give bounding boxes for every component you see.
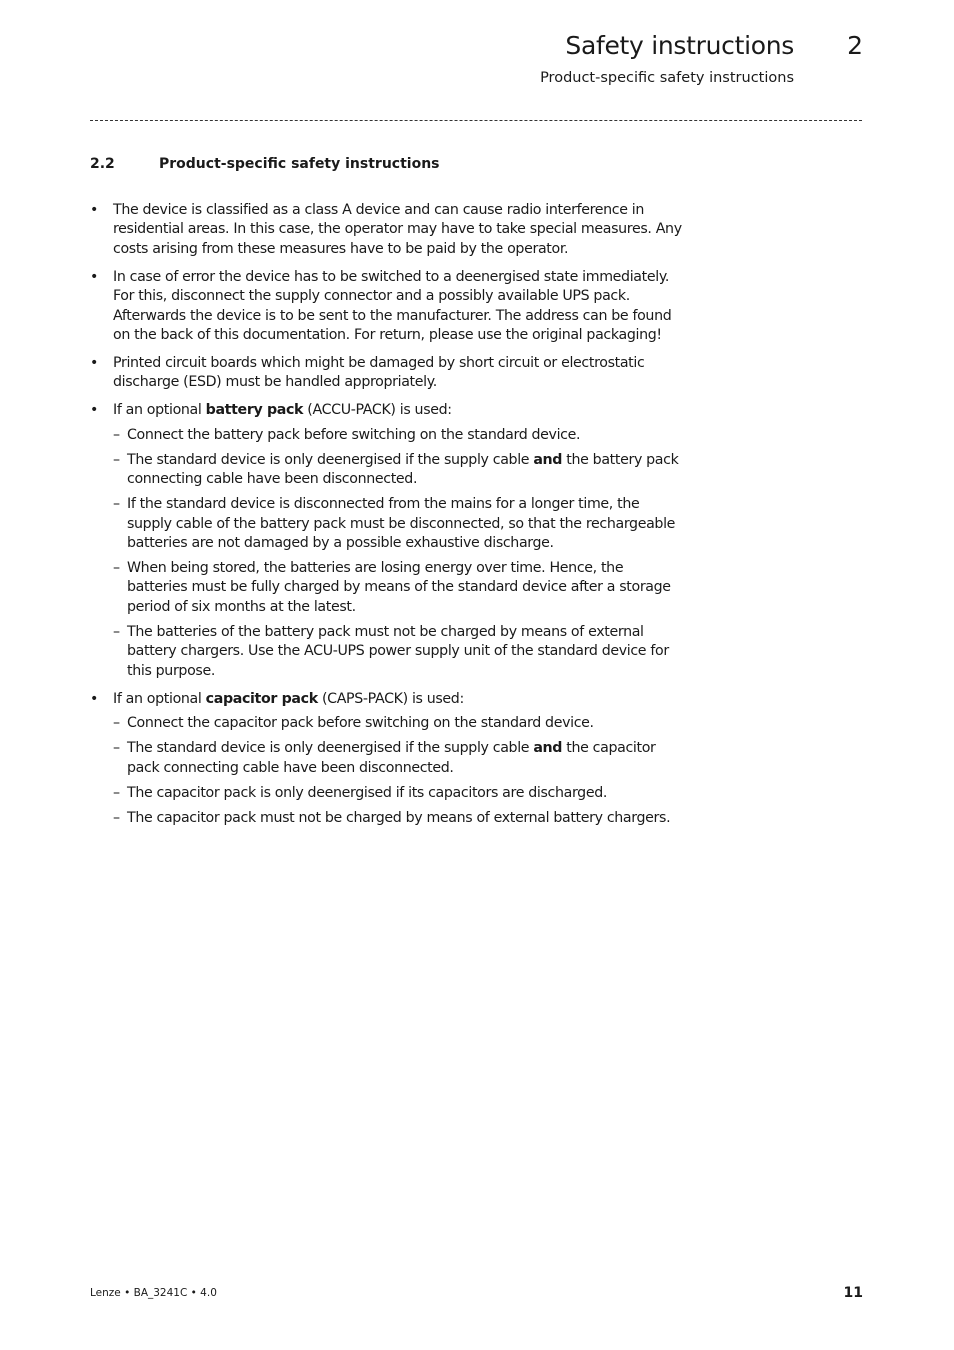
sub-list-item: – The batteries of the battery pack must not be charged by means of external battery chargers. Use the ACU-UPS power supply unit of the standard device for this purpose. bbox=[113, 623, 669, 679]
page-header-title: Safety instructions bbox=[565, 31, 794, 60]
sub-list-item: – The standard device is only deenergised if the supply cable and the capacitor pack connecting cable have been disconnected. bbox=[113, 740, 656, 776]
section-content bbox=[90, 201, 682, 837]
section-number: 2.2 bbox=[90, 156, 115, 172]
list-item bbox=[90, 201, 682, 259]
emphasis: and bbox=[533, 451, 563, 468]
list-item-text: Printed circuit boards which might be damaged by short circuit or electrostatic discharge (ESD) must be handled appropriately. bbox=[113, 355, 645, 391]
list-item bbox=[90, 354, 682, 393]
page-header-subtitle: Product-specific safety instructions bbox=[540, 70, 794, 86]
list-item-capacitor-pack bbox=[90, 690, 682, 828]
list-item-text: If an optional capacitor pack (CAPS-PACK) is used: bbox=[113, 690, 464, 707]
dash-icon: – bbox=[113, 426, 120, 443]
dash-icon: – bbox=[113, 560, 120, 577]
list-item bbox=[90, 268, 682, 346]
bullet-icon: • bbox=[90, 202, 99, 218]
page-number: 11 bbox=[843, 1285, 863, 1301]
list-item-text: If an optional battery pack (ACCU-PACK) is used: bbox=[113, 402, 452, 419]
dash-icon: – bbox=[113, 451, 120, 468]
sub-list-item: – The capacitor pack is only deenergised if its capacitors are discharged. bbox=[113, 784, 682, 803]
emphasis: capacitor pack bbox=[205, 690, 318, 707]
dash-icon: – bbox=[113, 784, 120, 801]
list-item-text: In case of error the device has to be switched to a deenergised state immediately. For this, disconnect the supply connector and a possibly available UPS pack. Afterwards the device is to be sent to the manufacturer. The address can be found on the back of this documentation. For return, please use the original packaging! bbox=[113, 268, 672, 344]
sub-list-item: – The standard device is only deenergised if the supply cable and the battery pack connecting cable have been disconnected. bbox=[113, 451, 679, 488]
sub-list bbox=[113, 426, 682, 681]
bullet-icon: • bbox=[90, 268, 99, 285]
dash-icon: – bbox=[113, 740, 120, 757]
dash-icon: – bbox=[113, 496, 120, 513]
bullet-list bbox=[90, 201, 682, 828]
header-divider bbox=[90, 120, 862, 121]
dash-icon: – bbox=[113, 809, 120, 826]
sub-list-item: – If the standard device is disconnected from the mains for a longer time, the supply cable of the battery pack must be disconnected, so that the rechargeable batteries are not damaged by a possible exhaustive discharge. bbox=[113, 496, 676, 552]
sub-list-item: – When being stored, the batteries are losing energy over time. Hence, the batteries must be fully charged by means of the standard device after a storage period of six months at the latest. bbox=[113, 560, 671, 615]
emphasis: battery pack bbox=[205, 402, 304, 419]
list-item-battery-pack bbox=[90, 401, 682, 681]
bullet-icon: • bbox=[90, 402, 99, 419]
chapter-number: 2 bbox=[847, 31, 863, 60]
sub-list-item: – Connect the battery pack before switching on the standard device. bbox=[113, 426, 682, 445]
sub-list-item: – Connect the capacitor pack before switching on the standard device. bbox=[113, 714, 682, 733]
sub-list-item: – The capacitor pack must not be charged by means of external battery chargers. bbox=[113, 809, 682, 828]
bullet-icon: • bbox=[90, 355, 99, 372]
emphasis: and bbox=[533, 740, 563, 757]
section-title: Product-specific safety instructions bbox=[159, 156, 440, 172]
bullet-icon: • bbox=[90, 690, 99, 707]
dash-icon: – bbox=[113, 623, 120, 640]
list-item-text: The device is classified as a class A device and can cause radio interference in residential areas. In this case, the operator may have to take special measures. Any costs arising from these measures have to be paid by the operator. bbox=[113, 202, 682, 257]
dash-icon: – bbox=[113, 715, 120, 732]
sub-list bbox=[113, 714, 682, 828]
footer-document-reference: Lenze • BA_3241C • 4.0 bbox=[90, 1287, 217, 1299]
